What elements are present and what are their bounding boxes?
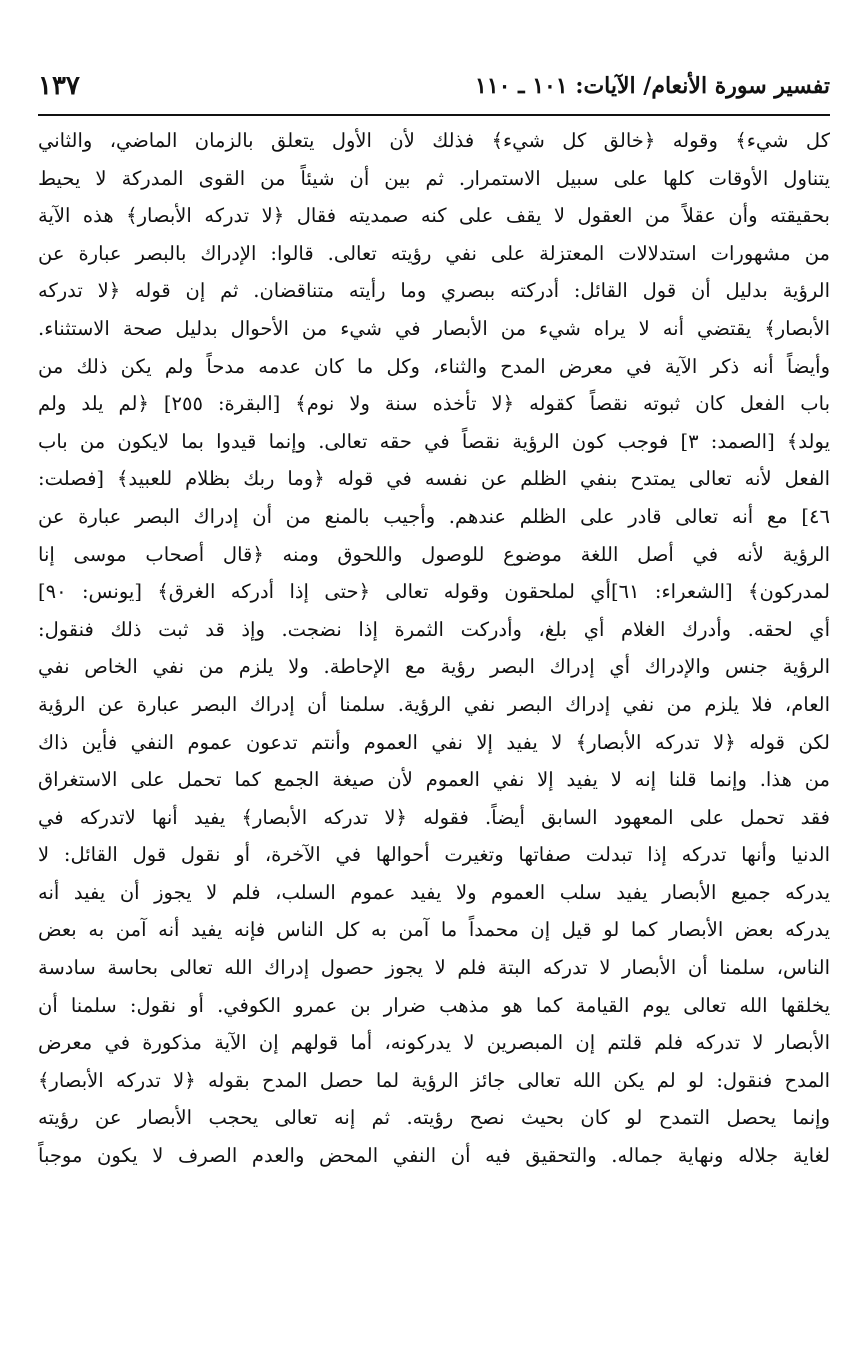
- book-page: [38, 56, 830, 1316]
- text-line: الدنيا وأنها تدركه إذا تبدلت صفاتها وتغيرت أحوالها في الآخرة، أو نقول قول القائل: لا: [38, 843, 830, 867]
- text-line: الأبصار﴾ يقتضي أنه لا يراه شيء من الأبصار في شيء من الأحوال بدليل صحة الاستثناء.: [38, 316, 830, 340]
- text-line: كل شيء﴾ وقوله ﴿خالق كل شيء﴾ فذلك لأن الأول يتعلق بالزمان الماضي، والثاني: [38, 129, 830, 152]
- text-line: بحقيقته وأن عقلاً من العقول لا يقف على كنه صمديته فقال ﴿لا تدركه الأبصار﴾ هذه الآية: [38, 204, 830, 228]
- text-line: الأبصار لا تدركه فلم قلتم إن المبصرين لا يدركونه، أما قولهم إن الآية مذكورة في معرض: [38, 1031, 830, 1055]
- text-line: من هذا. وإنما قلنا إنه لا يفيد إلا نفي العموم لأن صيغة الجمع كما تحمل على الاستغراق: [38, 768, 830, 792]
- text-line: من مشهورات استدلالات المعتزلة على نفي رؤيته تعالى. قالوا: الإدراك بالبصر عبارة عن: [38, 241, 830, 265]
- running-header: [38, 66, 830, 106]
- text-line: يتناول الأوقات كلها على سبيل الاستمرار. ثم بين أن شيئاً من القوى المدركة لا يحيط: [38, 166, 830, 190]
- text-line: لمدركون﴾ [الشعراء: ٦١]أي لملحقون وقوله تعالى ﴿حتى إذا أدركه الغرق﴾ [يونس: ٩٠]: [38, 580, 830, 604]
- text-line: أي لحقه. وأدرك الغلام أي بلغ، وأدركت الثمرة إذا نضجت. وإذ قد ثبت ذلك فنقول:: [38, 617, 830, 641]
- text-line: باب الفعل كان ثبوته نقصاً كقوله ﴿لا تأخذه سنة ولا نوم﴾ [البقرة: ٢٥٥] ﴿لم يلد ولم: [38, 392, 830, 416]
- body-text: [38, 122, 830, 1175]
- text-line: لكن قوله ﴿لا تدركه الأبصار﴾ لا يفيد إلا نفي العموم وأنتم تدعون عموم النفي فأين ذاك: [38, 730, 830, 754]
- text-line: يدركه بعض الأبصار كما لو قيل إن محمداً ما آمن به كل الناس فإنه يفيد أنه آمن به بعض: [38, 918, 830, 942]
- text-line: يولد﴾ [الصمد: ٣] فوجب كون الرؤية نقصاً في حقه تعالى. وإنما قيدوا بما لايكون من باب: [38, 429, 830, 453]
- text-line: الرؤية لأنه في أصل اللغة موضوع للوصول واللحوق ومنه ﴿قال أصحاب موسى إنا: [38, 542, 830, 566]
- text-line: المدح فنقول: لو لم يكن الله تعالى جائز الرؤية لما حصل المدح بقوله ﴿لا تدركه الأبصار﴾: [38, 1068, 830, 1092]
- text-line: فقد تحمل على المعهود السابق أيضاً. فقوله ﴿لا تدركه الأبصار﴾ يفيد أنها لاتدركه في: [38, 805, 830, 829]
- text-line: وأيضاً أنه ذكر الآية في معرض المدح والثناء، وكل ما كان عدمه مدحاً ولم يكن ذلك من: [38, 354, 830, 378]
- text-line: يخلقها الله تعالى يوم القيامة كما هو مذهب ضرار بن عمرو الكوفي. أو نقول: سلمنا أن: [38, 993, 830, 1017]
- text-line: لغاية جلاله ونهاية جماله. والتحقيق فيه أن النفي المحض والعدم الصرف لا يكون موجباً: [38, 1144, 830, 1168]
- text-line: ٤٦] مع أنه تعالى قادر على الظلم عندهم. وأجيب بالمنع من أن إدراك البصر عبارة عن: [38, 504, 830, 528]
- text-line: يدركه جميع الأبصار يفيد سلب العموم ولا يفيد عموم السلب، فلم لا يجوز أن يفيد أنه: [38, 880, 830, 904]
- text-line: العام، فلا يلزم من نفي إدراك البصر نفي الرؤية. سلمنا أن إدراك البصر عبارة عن الرؤية: [38, 692, 830, 716]
- text-line: الرؤية جنس والإدراك أي إدراك البصر رؤية مع الإحاطة. ولا يلزم من نفي الخاص نفي: [38, 655, 830, 679]
- text-line: الناس، سلمنا أن الأبصار لا تدركه البتة فلم لا يجوز حصول إدراك الله تعالى بحاسة سادسة: [38, 956, 830, 980]
- header-rule: [38, 114, 830, 116]
- text-line: وإنما يحصل التمدح لو كان بحيث نصح رؤيته. ثم إنه تعالى يحجب الأبصار عن رؤيته: [38, 1106, 830, 1130]
- text-line: الرؤية بدليل أن قول القائل: أدركته ببصري وما رأيته متناقضان. ثم إن قوله ﴿لا تدركه: [38, 279, 830, 303]
- text-line: الفعل لأنه تعالى يمتدح بنفي الظلم عن نفسه في قوله ﴿وما ربك بظلام للعبيد﴾ [فصلت:: [38, 467, 830, 491]
- header-title: تفسير سورة الأنعام/ الآيات: ١٠١ ـ ١١٠: [475, 73, 830, 99]
- page-number: ١٣٧: [38, 71, 80, 101]
